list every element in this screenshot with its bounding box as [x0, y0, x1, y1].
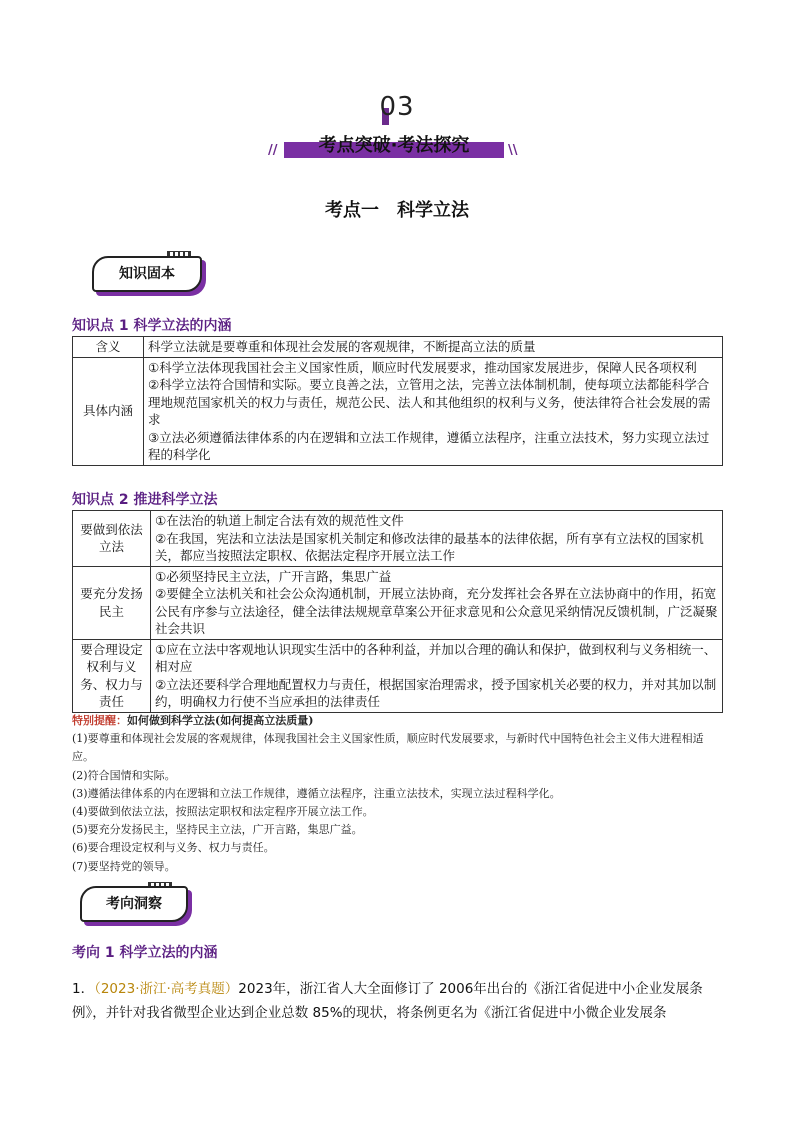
kp1-title: 知识点 1 科学立法的内涵	[72, 318, 232, 334]
note-item: (1)要尊重和体现社会发展的客观规律，体现我国社会主义国家性质，顺应时代发展要求，与新时代中国特色社会主义伟大进程相适应。	[72, 732, 704, 764]
kp1-row-head: 含义	[73, 337, 144, 358]
note-item: (4)要做到依法立法，按照法定职权和法定程序开展立法工作。	[72, 805, 374, 819]
note-heading	[72, 712, 724, 730]
kp2-cell	[151, 639, 723, 712]
kp2-line: ①应在立法中客观地认识现实生活中的各种利益，并加以合理的确认和保护，做到权利与义务相统一、相对应	[155, 641, 717, 674]
kp2-row-head: 要做到依法立法	[73, 511, 151, 567]
kp2-line: ②立法还要科学合理地配置权力与责任，根据国家治理需求，授予国家机关必要的权力，并对其加以制约，明确权力行使不当应承担的法律责任	[155, 676, 717, 709]
table-row	[73, 337, 723, 358]
table-row	[73, 566, 723, 639]
question-number: 1．	[72, 981, 95, 997]
kp2-line: ②要健全立法机关和社会公众沟通机制，开展立法协商，充分发挥社会各界在立法协商中的作用，拓宽公民有序参与立法途径，健全法律法规规章草案公开征求意见和公众意见采纳情况反馈机制，广泛凝聚社会共识	[155, 586, 718, 636]
kp1-cell: 科学立法就是要尊重和体现社会发展的客观规律，不断提高立法的质量	[144, 337, 723, 358]
special-note	[72, 712, 724, 876]
kp1-line: ③立法必须遵循法律体系的内在逻辑和立法工作规律，遵循立法程序，注重立法技术，努力实现立法过程的科学化	[148, 429, 710, 462]
tag-knowledge: 知识固本	[92, 256, 202, 292]
note-item: (3)遵循法律体系的内在逻辑和立法工作规律，遵循立法程序，注重立法技术，实现立法过程科学化。	[72, 786, 561, 800]
kp2-line: ②在我国，宪法和立法法是国家机关制定和修改法律的最基本的法律依据，所有享有立法权的国家机关，都应当按照法定职权、依据法定程序开展立法工作	[155, 530, 704, 563]
kp2-line: ①必须坚持民主立法，广开言路，集思广益	[155, 568, 392, 584]
kp2-cell	[151, 511, 723, 567]
table-row	[73, 639, 723, 712]
question-text: 2023年，浙江省人大全面修订了 2006年出台的《浙江省促进中小企业发展条例》，并针对我省微型企业达到企业总数 85%的现状，将条例更名为《浙江省促进中小微企业发展条	[72, 981, 703, 1021]
table-row	[73, 511, 723, 567]
note-item: (5)要充分发扬民主，坚持民主立法，广开言路，集思广益。	[72, 823, 363, 837]
note-subtitle: 如何做到科学立法(如何提高立法质量)	[127, 714, 314, 727]
banner-slash-left-icon: //	[268, 143, 278, 158]
tag-direction: 考向洞察	[80, 886, 188, 922]
table-row	[73, 357, 723, 465]
kp1-table	[72, 336, 723, 466]
note-item: (2)符合国情和实际。	[72, 768, 176, 782]
kp2-row-head: 要合理设定权利与义务、权力与责任	[73, 639, 151, 712]
note-item: (7)要坚持党的领导。	[72, 859, 176, 873]
kp2-line: ①在法治的轨道上制定合法有效的规范性文件	[155, 513, 404, 528]
direction1-title: 考向 1 科学立法的内涵	[72, 945, 218, 961]
note-title: 特别提醒：	[72, 714, 127, 727]
question-1	[72, 977, 724, 1025]
kp1-cell	[144, 357, 723, 465]
section-number: 03	[379, 92, 415, 122]
banner-slash-right-icon: \\	[508, 143, 518, 158]
kp2-row-head: 要充分发扬民主	[73, 566, 151, 639]
kp1-line: ②科学立法符合国情和实际。要立良善之法，立管用之法，完善立法体制机制，使每项立法都能科学合理地规范国家机关的权力与责任，规范公民、法人和其他组织的权利与义务，使法律符合社会发展的需求	[148, 377, 711, 427]
question-source: （2023·浙江·高考真题）	[94, 981, 239, 997]
kp2-table	[72, 510, 723, 713]
kp1-line: ①科学立法体现我国社会主义国家性质，顺应时代发展要求，推动国家发展进步，保障人民各项权利	[148, 359, 697, 375]
section-banner-title: 考点突破·考法探究	[318, 135, 470, 156]
kp1-row-head: 具体内涵	[73, 357, 144, 465]
topic-title: 考点一 科学立法	[325, 200, 469, 221]
note-item: (6)要合理设定权利与义务、权力与责任。	[72, 841, 275, 855]
kp2-cell	[151, 566, 723, 639]
kp2-title: 知识点 2 推进科学立法	[72, 492, 218, 508]
